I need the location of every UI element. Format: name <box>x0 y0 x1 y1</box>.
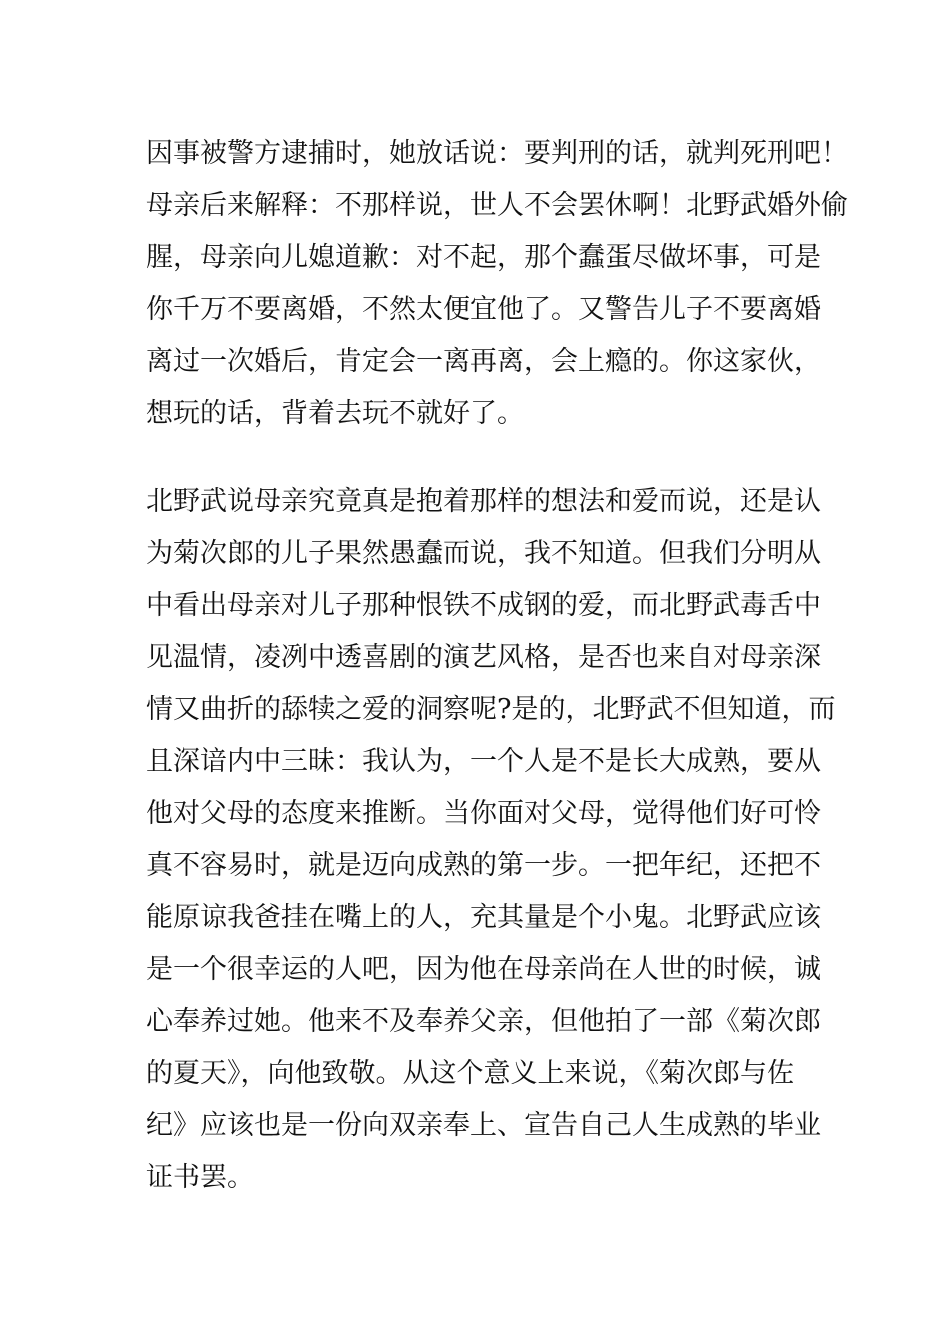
text-line: 证书罢。 <box>146 1162 254 1193</box>
text-line: 心奉养过她。他来不及奉养父亲，但他拍了一部《菊次郎 <box>146 1006 821 1037</box>
text-line: 情又曲折的舔犊之爱的洞察呢?是的，北野武不但知道，而 <box>146 694 836 725</box>
text-line: 离过一次婚后，肯定会一离再离，会上瘾的。你这家伙， <box>146 346 821 377</box>
text-line: 母亲后来解释：不那样说，世人不会罢休啊！北野武婚外偷 <box>146 190 848 221</box>
text-line: 想玩的话，背着去玩不就好了。 <box>146 398 524 429</box>
text-line: 的夏天》，向他致敬。从这个意义上来说，《菊次郎与佐 <box>146 1058 794 1089</box>
text-line: 能原谅我爸挂在嘴上的人，充其量是个小鬼。北野武应该 <box>146 902 821 933</box>
text-line: 为菊次郎的儿子果然愚蠢而说，我不知道。但我们分明从 <box>146 538 821 569</box>
text-line: 纪》应该也是一份向双亲奉上、宣告自己人生成熟的毕业 <box>146 1110 821 1141</box>
text-line: 见温情，凌冽中透喜剧的演艺风格，是否也来自对母亲深 <box>146 642 821 673</box>
text-line: 腥，母亲向儿媳道歉：对不起，那个蠢蛋尽做坏事，可是 <box>146 242 821 273</box>
text-line: 且深谙内中三昧：我认为，一个人是不是长大成熟，要从 <box>146 746 821 777</box>
paragraph-1 <box>146 128 848 440</box>
text-line: 中看出母亲对儿子那种恨铁不成钢的爱，而北野武毒舌中 <box>146 590 821 621</box>
text-line: 是一个很幸运的人吧，因为他在母亲尚在人世的时候，诚 <box>146 954 821 985</box>
text-line: 北野武说母亲究竟真是抱着那样的想法和爱而说，还是认 <box>146 486 821 517</box>
paragraph-2 <box>146 476 836 1204</box>
text-line: 真不容易时，就是迈向成熟的第一步。一把年纪，还把不 <box>146 850 821 881</box>
text-line: 因事被警方逮捕时，她放话说：要判刑的话，就判死刑吧！ <box>146 138 848 169</box>
text-line: 你千万不要离婚，不然太便宜他了。又警告儿子不要离婚 <box>146 294 821 325</box>
text-line: 他对父母的态度来推断。当你面对父母，觉得他们好可怜 <box>146 798 821 829</box>
